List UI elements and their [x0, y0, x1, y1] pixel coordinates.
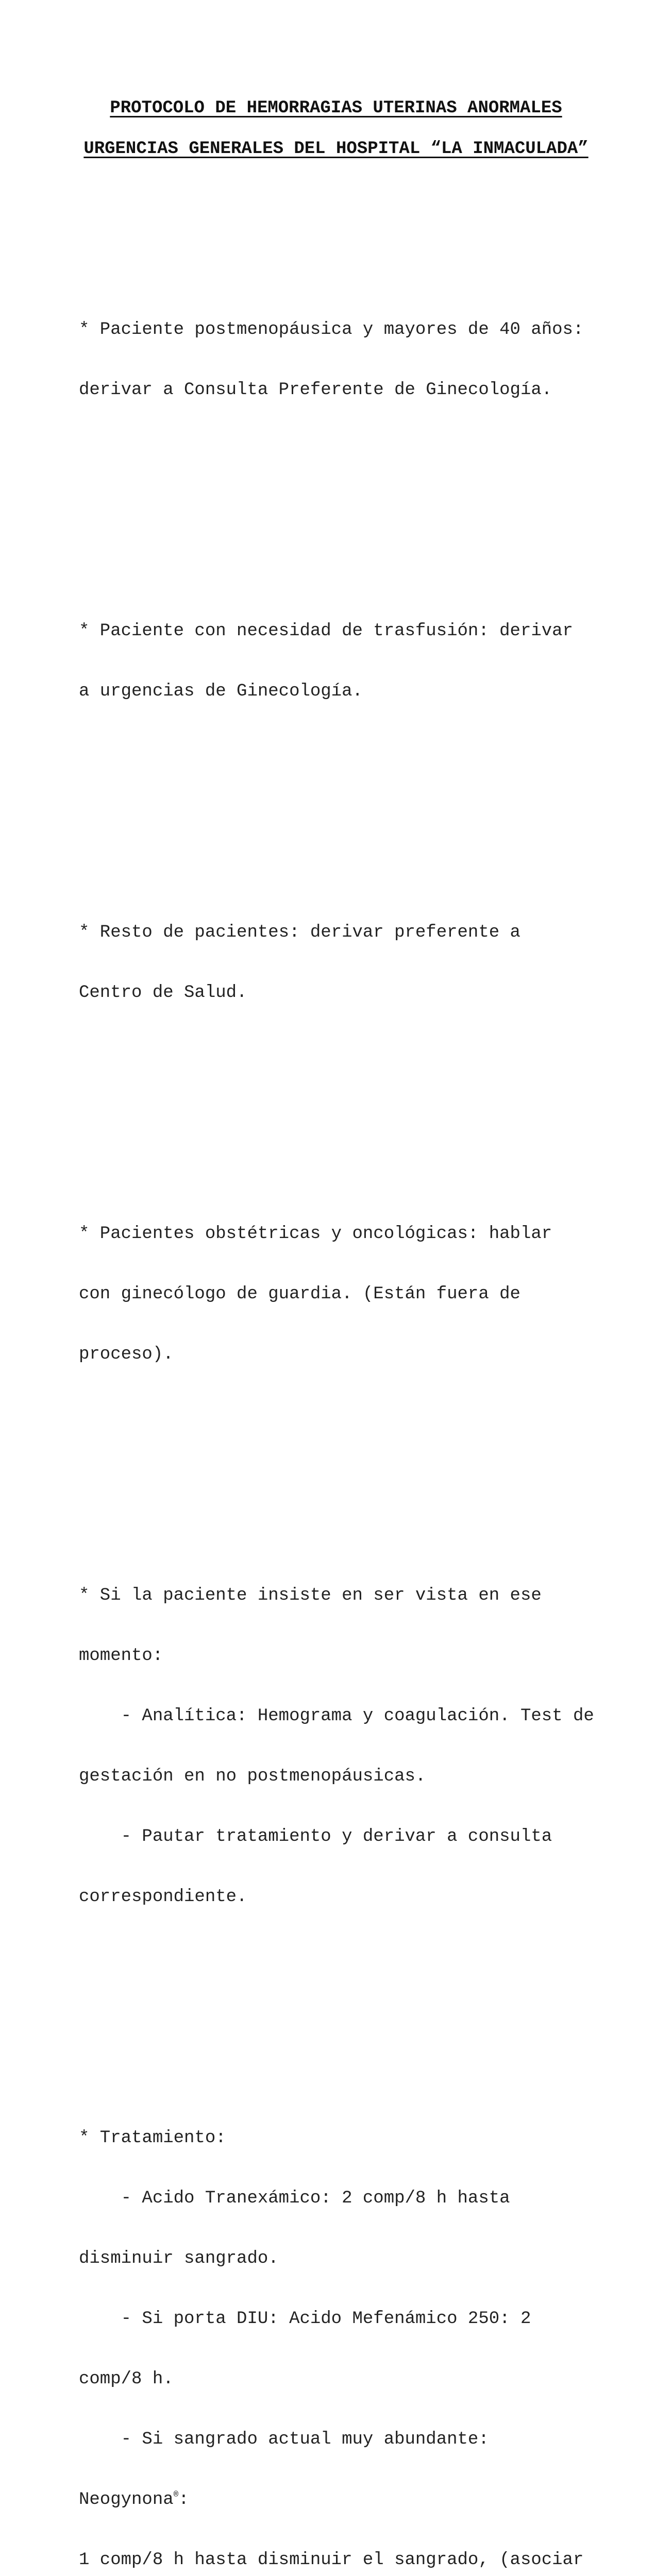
text-line: - Acido Tranexámico: 2 comp/8 h hasta	[79, 2189, 510, 2208]
text-line: - Si sangrado actual muy abundante:	[79, 2430, 489, 2449]
blank-line	[79, 782, 651, 802]
section-treatment	[79, 2088, 651, 2576]
text-line: disminuir sangrado.	[79, 2249, 279, 2268]
text-line: comp/8 h.	[79, 2369, 174, 2389]
text-line: * Paciente postmenopáusica y mayores de 40 años:	[79, 320, 584, 340]
blank-line	[79, 1083, 651, 1104]
blank-line	[79, 1988, 651, 2008]
text-line: * Si la paciente insiste en ser vista en ese	[79, 1586, 542, 1605]
text-line: - Analítica: Hemograma y coagulación. Test de	[79, 1706, 594, 1726]
text-line: 1 comp/8 h hasta disminuir el sangrado, (asociar	[79, 2550, 584, 2570]
text-line: * Paciente con necesidad de trasfusión: derivar	[79, 621, 573, 641]
text-line: - Si porta DIU: Acido Mefenámico 250: 2	[79, 2309, 531, 2329]
title-line-1: PROTOCOLO DE HEMORRAGIAS UTERINAS ANORMALES	[110, 98, 562, 118]
protocol-body	[79, 219, 651, 2576]
section-transfusion	[79, 581, 651, 742]
text-line: a urgencias de Ginecología.	[79, 682, 363, 701]
document-title	[0, 99, 672, 117]
text-line: * Resto de pacientes: derivar preferente a	[79, 923, 520, 942]
text-line: correspondiente.	[79, 1887, 247, 1907]
section-insists-on-visit	[79, 1546, 651, 1947]
title-line-2: URGENCIAS GENERALES DEL HOSPITAL “LA INMACULADA”	[83, 139, 589, 159]
blank-line	[79, 1445, 651, 1465]
document-subtitle	[0, 140, 672, 158]
text-line: * Pacientes obstétricas y oncológicas: hablar	[79, 1224, 552, 1244]
text-line-neogynona	[79, 2490, 651, 2510]
text-line: Centro de Salud.	[79, 983, 247, 1003]
section-other-patients	[79, 883, 651, 1043]
text-line: momento:	[79, 1646, 163, 1666]
text-line: gestación en no postmenopáusicas.	[79, 1767, 426, 1786]
text-fragment: :	[178, 2490, 189, 2510]
drug-name-neogynona: Neogynona	[79, 2490, 174, 2510]
blank-line	[79, 481, 651, 501]
text-line: con ginecólogo de guardia. (Están fuera de	[79, 1284, 520, 1304]
text-line: derivar a Consulta Preferente de Ginecología.	[79, 380, 552, 400]
text-line: * Tratamiento:	[79, 2128, 226, 2148]
text-line: - Pautar tratamiento y derivar a consulta	[79, 1827, 552, 1846]
section-postmenopausal	[79, 280, 651, 440]
registered-mark: ®	[173, 2490, 179, 2499]
section-obstetric-oncologic	[79, 1184, 651, 1405]
text-line: proceso).	[79, 1345, 174, 1364]
